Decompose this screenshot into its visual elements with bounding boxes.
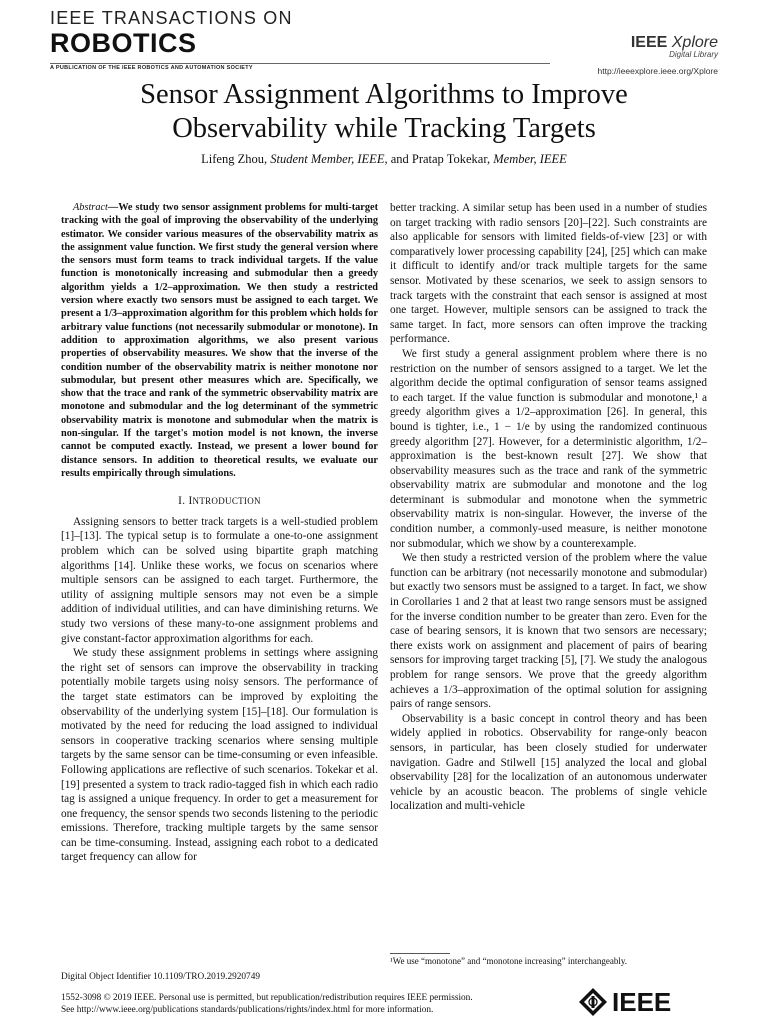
ieee-diamond-icon [578, 987, 608, 1017]
author-1: Lifeng Zhou, [201, 152, 268, 166]
authors-line [60, 152, 708, 167]
xplore-library: Digital Library [669, 50, 718, 59]
copyright-line: 1552-3098 © 2019 IEEE. Personal use is permitted, but republication/redistribution requires IEEE permission. [61, 993, 473, 1003]
ieee-logo [578, 986, 671, 1018]
copyright-notice [61, 992, 581, 1016]
right-column [390, 201, 707, 814]
paragraph: better tracking. A similar setup has been used in a number of studies on target tracking with radio sensors [20]–[22]. Such constraints are also applicable for sensors with limited fields-of-view [23] or with comparatively lower processing capability [24], [25] which can make it difficult to identify and/or track multiple targets for the same sensor. Motivated by these scenarios, we seek to assign sensors to track targets with the constraint that each sensor is assigned at most one target. However, multiple sensors can be assigned to track the same target. In fact, more sensors can often improve the tracking performance. [390, 202, 707, 346]
author-2: and Pratap Tokekar, [390, 152, 491, 166]
left-column [61, 201, 378, 865]
copyright-link[interactable]: See http://www.ieee.org/publications standards/publications/rights/index.html for more information. [61, 1005, 434, 1015]
paragraph: We then study a restricted version of the problem where the value function can be arbitrary (not necessarily monotone and submodular) but exactly two sensors must be assigned to a target. In fact, we show in Corollaries 1 and 2 that at least two range sensors must be assigned for the inverse condition number to be greater than zero. Even for the case of bearing sensors, it is known that two sensors are necessary; there exists work on assignment and placement of pairs of bearing sensors for improving target tracking [5], [7]. We study the analogous problem for range sensors. We prove that the greedy algorithm achieves a 1/3–approximation of the optimal solution for assigning pairs of range sensors. [390, 552, 707, 711]
abstract-text: —We study two sensor assignment problems for multi-target tracking with the goal of improving the observability of the underlying estimator. We consider various measures of the observability matrix as the assignment value function. We first study the general version where the sensors must form teams to track individual targets. If the value function is monotonically increasing and submodular then a greedy algorithm yields a 1/2–approximation. We then study a restricted version where exactly two sensors must be assigned to each target. We present a 1/3–approximation algorithm for this problem which holds for arbitrary value functions (not necessarily submodular or monotone). In addition to approximation algorithms, we also present various properties of observability measures. We show that the inverse of the condition number of the observability matrix is neither monotone nor submodular, but present other measures which are. Specifically, we show that the trace and rank of the symmetric observability matrix are monotone and submodular and the log determinant of the symmetric observability matrix is monotone and submodular when the matrix is non-singular. If the target's motion model is not known, the inverse cannot be computed exactly. Instead, we present a lower bound for distance sensors. In addition to theoretical results, we evaluate our results empirically through simulations. [61, 202, 378, 479]
abstract-label: Abstract [73, 202, 108, 213]
paragraph: We study these assignment problems in settings where assigning the right set of sensors can improve the observability in tracking potentially mobile targets using noisy sensors. The performance of the target state estimators can be improved by exploiting the observability of the underlying system [15]–[18]. Our formulation is motivated by the need for reducing the load assigned to individual sensors in cooperative tracking scenarios where sensing multiple targets by the same sensor can be time-consuming or even infeasible. Following applications are reflective of such scenarios. Tokekar et al. [19] presented a system to track radio-tagged fish in which each radio tag is assigned a unique frequency. In order to get a measurement for one frequency, the sensor spends two seconds listening to the periodic emissions. Therefore, tracking multiple targets by the same sensor can be time-consuming. Instead, assigning each robot to a dedicated target frequency can allow for [61, 647, 378, 864]
footnote: ¹We use “monotone” and “monotone increasing” interchangeably. [390, 956, 628, 966]
author-2-role: Member, IEEE [493, 152, 567, 166]
paragraph: Observability is a basic concept in control theory and has been widely applied in robotics. Observability for range-only beacon sensors, in particular, has been closely studied for underwater navigation. Gadre and Stilwell [15] analyzed the local and global observability [28] for the localization of an autonomous underwater vehicle by an acoustic beacon. The problems of single vehicle localization and multi-vehicle [390, 712, 707, 813]
xplore-ieee: IEEE [630, 34, 668, 51]
section-heading-introduction [61, 494, 378, 509]
paragraph: We first study a general assignment problem where there is no restriction on the number of sensors assigned to a target. We let the algorithm decide the optimal configuration of sensor teams assigned to each target. If the value function is submodular and monotone,¹ a greedy algorithm gives a 1/2–approximation [26]. In general, this bound is tighter, i.e., 1 − 1/e by using the randomized continuous greedy algorithm [27]. However, for a deterministic algorithm, 1/2–approximation is the best-known result [27]. We show that observability measures such as the trace and rank of the symmetric observability matrix are submodular and monotone and the log determinant is submodular and monotone when the symmetric observability matrix is non-singular. However, the inverse of the condition number, a commonly-used measure, is neither monotone nor submodular, which we show by a counterexample. [390, 347, 707, 550]
masthead-rule [50, 63, 550, 64]
ieee-xplore-logo [631, 34, 718, 59]
section-number: I. [178, 495, 189, 508]
journal-masthead [50, 8, 720, 76]
paper-title: Sensor Assignment Algorithms to Improve Observability while Tracking Targets [140, 79, 628, 144]
doi: Digital Object Identifier 10.1109/TRO.2019.2920749 [61, 972, 260, 982]
journal-name-top: IEEE TRANSACTIONS ON [50, 8, 293, 28]
footnote-rule [390, 953, 450, 954]
xplore-name: Xplore [671, 34, 718, 51]
ieee-logo-text: IEEE [612, 986, 672, 1017]
journal-society-line: A PUBLICATION OF THE IEEE ROBOTICS AND AUTOMATION SOCIETY [50, 65, 253, 71]
section-title-rest: NTRODUCTION [192, 496, 261, 507]
xplore-url[interactable]: http://ieeexplore.ieee.org/Xplore [597, 66, 718, 76]
journal-name-main: ROBOTICS [50, 28, 197, 58]
section-initial: I [188, 495, 193, 508]
author-1-role: Student Member, IEEE, [270, 152, 388, 166]
abstract [61, 201, 378, 480]
paragraph: Assigning sensors to better track targets is a well-studied problem [1]–[13]. The typical setup is to formulate a one-to-one assignment problem which can be solved using bipartite graph matching algorithms [14]. Unlike these works, we focus on scenarios where multiple sensors can be assigned to each target. Furthermore, the utility of assigning multiple sensors may not even be a simple addition of individual utilities, and can have diminishing returns. We study two versions of these many-to-one assignment problems and give constant-factor approximation algorithms for each. [61, 515, 378, 645]
